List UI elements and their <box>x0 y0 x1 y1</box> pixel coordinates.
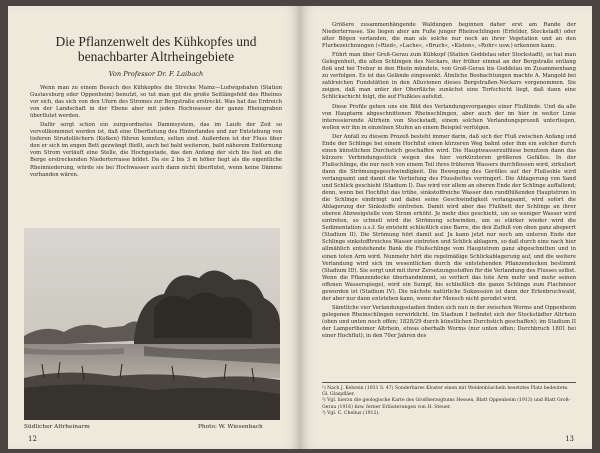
footnotes <box>322 382 576 417</box>
footnote: ¹) Nach J. Kehrein (1931 S. 47) Sonderbares Kloster einen mit Weidenbüscheln besetztes Platz bedeutete. Gl. Glaspfläer. <box>322 386 569 398</box>
paragraph: Größere zusammenhängende Waldungen beginnen daher erst am Rande der Niederterrasse. Sie liegen aber am Fuße junger Rheinschlingen (Erfelder, Stockstadt) oder alter Bögen verlanden, die man als solche nur noch an ihrer Vegetation und an den Flurbezeichnungen (»Ried«, »Lache«, »Bruch«, »Kisten«, »Rohr« usw.) erkennen kann. <box>322 22 576 50</box>
altrhein-photo <box>24 228 280 420</box>
right-page <box>300 6 592 449</box>
paragraph: Diese Profile gehen uns ein Bild des Verlandungsvorganges einer Flußlinde. Und da alle von Hauptarm abgeschnittenen Rheinschlingen, aber auch der im hier in weiter Linie interessierende Altrhein von Stockstadt, einem solchen Verlandungsprozeß unterliegen, wollen wir ihn in einzelnen Stufen an einem Beispiel verfolgen. <box>322 103 576 131</box>
page-number-right: 13 <box>565 435 574 443</box>
paragraph: Dafür sorgt schon ein zurgeordnetes Dammsystem, das im Laufe der Zeit so vervollkommnet worden ist, daß eine Überflutung des Hinterlandes und zur Entstehung von tieferen Strudellöchern (Kolken) führen konnten, selten sind. Außerdem ist der Fluss über den er sich im engen Bett gezwängt fließt, auch bei bald weiterem, bald näherem Entfernung vom Strom verläuft eine Stelle, die Hochgestade, das den Anfang der sich bis fast an die Berge erstreckenden Niederterrasse bildet. Da sie 2 bis 3 m höher liegt als die eigentliche Rheinniederung, würde sie bei Hochwasser auch dann nicht überflutet, wenn keine Dämme vorhanden wären. <box>30 122 282 178</box>
footnote: ³) Vgl. C. Chelius (1912). <box>322 410 380 416</box>
page-number-left: 12 <box>28 435 37 443</box>
article-author: Von Professor Dr. F. Laibach <box>108 70 204 78</box>
paragraph: Der Anfall zu diesem Prozeß besteht immer darin, daß sich der Fluß zwischen Anfang und Ende der Schlinge bei einem Hochflut einen kürzeren Weg bahnt oder ihm ein solcher durch einen künstlichen Durchstich geschaffen wird. Die Hauptwasserzuflüsse benutzen dann das kürzere Verbindungsstück wegen des hier verkürzteren größeren Gefälles. In der Flußschlinge, die nur noch von einem Teil ihres früheren Wassers durchflossen wird, zirkuliert dann die Strömungsgeschwindigkeit. Die Bewegung des Gerölles auf der Flußsohle wird verlangsamt und damit die Vertiefung des Flussbettes verringert. Die Ablagerung von Sand und Schlick geschieht (Stadium I). Das wird vor allem an oberen Ende der Schlinge auffallend; denn, wenn bei Hochflut das trübe, sinkstoffreiche Wasser den rundflüßenden Hauptstrom in die Schlinge eindringt und dabei seine Geschwindigkeit verlangsamt, wird sofort die Ablagerung der Sinkstoffe eintreten. Damit wird aber das Flußbett der Schlinge an ihrer oberen Abzweigstelle vom Strom erhöht. Je mehr dies geschieht, um so weniger Wasser wird eintreten, so schnell wird die Strömung schwinden, um so stärker wieder wird die Sedimentation u.s.f. So entsteht schließlich eine Barre, die den Zufluß von oben ganz absperrt (Stadium II). Die Strömung hört damit auf. Ja kann jetzt nur noch am unteren Ende der Schlinge sinkstofftreiches Wasser eintreten und Schlick ablagern, so daß durch eine nach hier allmählich entstehende Bank die Flußschlinge vom Hauptstrom ganz abgeschnitten und in einen toten Arm wird. Nunmehr hört die regelmäßige Schlickablagerung auf, und die weitere Verlandung wird sich im wesentlichen durch die entstehenden Pflanzendecken bestimmt (Stadium III). Sie sorgt und mit ihrer Zersetzungsstoffen für die Verlandung des Flusses selbst. Wenn die Pflanzendecke überhandnimmt, so verliert das tote Arm mehr und mehr seinen offenen Wasserspiegel, wird ein Sumpf, bis schließlich die ganze Schlinge zum Flachmoor geworden ist (Stadium IV). Die nächste natürliche Sukzession ist dann der Erlenbruchwald, der aber nur dann entstehen kann, wenn der Mensch nicht gerodet wird. <box>322 133 576 302</box>
footnote: ²) Vgl. hierzu die geologische Karte des Großherzogtums Hessen, Blatt Oppenheim (1913) und Blatt Groß-Gerau (1916) bzw. ferner Erläuterungen von H. Steuer. <box>322 398 571 410</box>
photo-caption: Südlicher Altrheinarm <box>24 424 90 430</box>
article-title: Die Pflanzenwelt des Kühkopfes und benachbarter Altrheingebiete <box>55 34 257 64</box>
paragraph: Wenn man zu einem Besuch des Kühkopfes die Strecke Mainz—Ludwigshafen (Station Gustavsburg oder Oppenheim) benutzt, so tut man gut die große Seitlängsfeld des Rheines vor sich, das sich von den Ufern des Stromes zur Bergstraße erstreckt. Was hat das Erdreich von der Landschaft in der Ebene aber mit jeden Hochwasser der ganze Rheingraben überflutet werden. <box>30 85 282 120</box>
paragraph: Führt man über Groß-Gerau zum Kühkopf (Station Goddelau oder Stockstadt), so hat man Gelegenheit, die alten Schlingen des Neckars, der früher einmal an der Bergstraße entlang floß und bei Trebur in den Rhein mündete, von Groß-Gerau bis Goddelau im Zusammenhang zu verfolgen. Es ist das Gelände eingesenkt. Ähnliche Beobachtungen machte A. Mangold bei zahlreichen Fundstätten in den Alluvionen dieses Bergstraßen-Neckars vorgenommen. Sie zeigen, daß man unter der Oberfläche zunächst eine Torfschicht liegt, daß dann eine Schlickschicht folgt, die auf Flußkies aufsitzt. <box>322 52 576 101</box>
paragraph: Sämtliche vier Verlandungsstadien finden sich nun in der zwischen Worms und Oppenheim gelegenen Rheinschlingen verwirklicht. Im Stadium I befindet sich der Stockstädter Altrhein (oben und unten noch offen; 1828/29 durch künstlichen Durchstich geschaffen); im Stadium II der Lampertheimer Altrhein, etwas oberhalb Worms (nur unten offen; Durchbruch 1801 bei einer Hochflut); in den 70er Jahren des <box>322 304 576 340</box>
left-page <box>8 6 300 449</box>
photo-credit: Photo: W. Wiesenbach <box>198 424 263 430</box>
book-spread <box>8 6 592 449</box>
